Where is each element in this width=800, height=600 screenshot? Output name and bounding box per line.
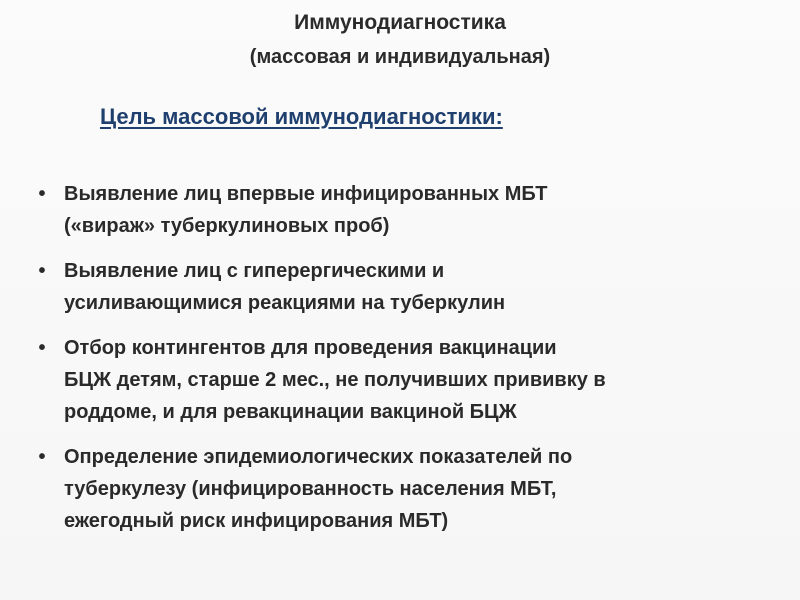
bullet-text-line: Выявление лиц впервые инфицированных МБТ bbox=[64, 183, 548, 205]
bullet-dot-icon: • bbox=[38, 446, 46, 468]
bullet-text-line: туберкулезу (инфицированность населения МБТ, bbox=[64, 478, 557, 500]
bullet-text-line: ежегодный риск инфицирования МБТ) bbox=[64, 510, 449, 532]
title-block bbox=[0, 8, 800, 70]
bullet-item bbox=[34, 255, 784, 319]
bullet-text-line: усиливающимися реакциями на туберкулин bbox=[64, 292, 506, 314]
bullet-text-line: роддоме, и для ревакцинации вакциной БЦЖ bbox=[64, 401, 517, 423]
bullet-item bbox=[34, 178, 784, 242]
bullet-item bbox=[34, 441, 784, 537]
bullet-text-line: БЦЖ детям, старше 2 мес., не получивших прививку в bbox=[64, 369, 606, 391]
bullet-text-line: («вираж» туберкулиновых проб) bbox=[64, 215, 390, 237]
slide-title: Иммунодиагностика bbox=[294, 11, 506, 34]
bullet-item bbox=[34, 332, 784, 428]
bullet-dot-icon: • bbox=[38, 337, 46, 359]
slide-title-subline: (массовая и индивидуальная) bbox=[249, 46, 551, 68]
section-heading: Цель массовой иммунодиагностики: bbox=[100, 104, 503, 129]
bullet-text-line: Выявление лиц с гиперергическими и bbox=[64, 260, 445, 282]
bullet-dot-icon: • bbox=[38, 260, 46, 282]
bullet-list bbox=[34, 178, 784, 550]
bullet-text-line: Определение эпидемиологических показателей по bbox=[64, 446, 573, 468]
bullet-dot-icon: • bbox=[38, 183, 46, 205]
bullet-text-line: Отбор контингентов для проведения вакцинации bbox=[64, 337, 557, 359]
